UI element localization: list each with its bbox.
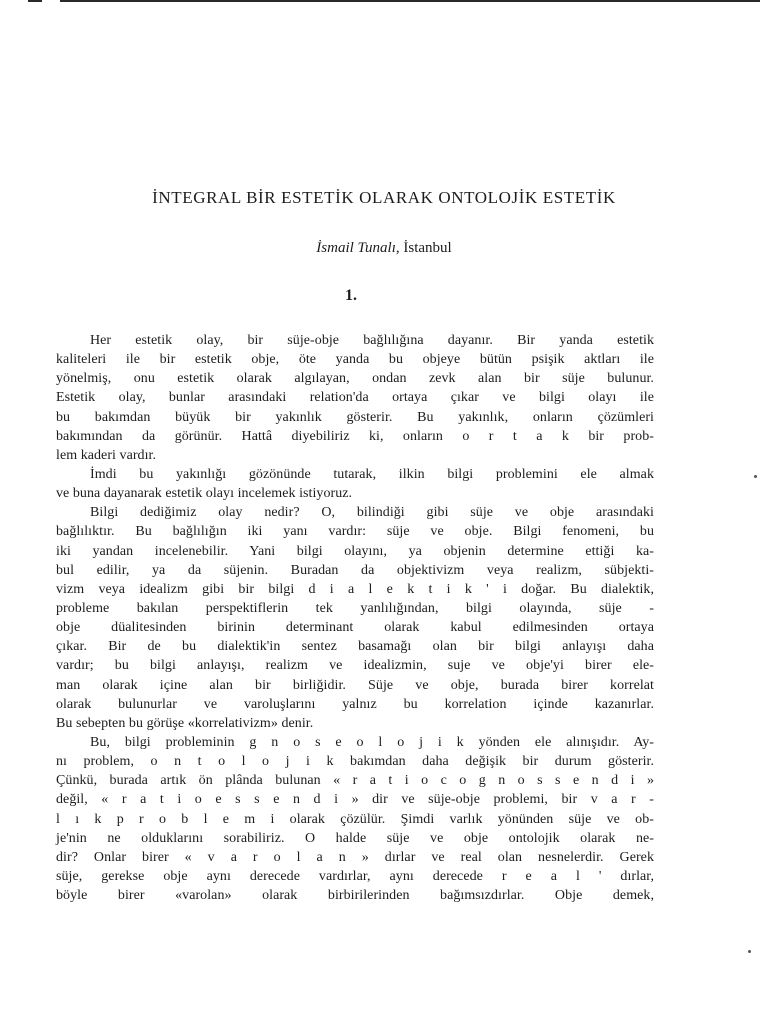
text-line: Çünkü, burada artık ön plânda bulunan « r a t i o c o g n o s s e n d i » bbox=[56, 773, 654, 789]
text-line: l ı k p r o b l e m i olarak çözülür. Şimdi varlık yönünden süje ve ob- bbox=[56, 811, 654, 827]
text-line: Estetik olay, bunlar arasındaki relation'da ortaya çıkar ve bilgi olayı ile bbox=[56, 390, 654, 406]
text-line: böyle birer «varolan» olarak birbirilerinden bağımsızdırlar. Obje demek, bbox=[56, 888, 654, 904]
section-number: 1. bbox=[345, 287, 357, 304]
text-line: yönelmiş, onu estetik olarak algılayan, ondan zevk alan bir süje bulunur. bbox=[56, 371, 654, 387]
author-line bbox=[0, 240, 768, 257]
text-line: probleme bakılan perspektiflerin tek yanlılığından, bilgi olayında, süje - bbox=[56, 600, 654, 616]
text-line: iki yandan incelenebilir. Yani bilgi olayını, ya objenin determine ettiği ka- bbox=[56, 543, 654, 559]
text-line: ve buna dayanarak estetik olayı incelemek istiyoruz. bbox=[56, 486, 353, 502]
text-line: değil, « r a t i o e s s e n d i » dir ve süje-obje problemi, bir v a r - bbox=[56, 792, 654, 808]
scan-edge-mark bbox=[28, 0, 42, 2]
article-body bbox=[56, 331, 654, 905]
text-line: bakımından da görünür. Hattâ diyebiliriz ki, onların o r t a k bir prob- bbox=[56, 428, 654, 444]
text-line: dir? Onlar birer « v a r o l a n » dırlar ve real olan nesnelerdir. Gerek bbox=[56, 849, 654, 865]
text-line: man olarak içine alan bir birliğidir. Süje ve obje, burada birer korrelat bbox=[56, 677, 654, 693]
text-line: Bu, bilgi probleminin g n o s e o l o j i k yönden ele alınışıdır. Ay- bbox=[90, 734, 654, 750]
text-line: olarak bulunurlar ve varoluşlarını yalnız bu korrelation içinde kazanırlar. bbox=[56, 696, 654, 712]
text-line: kaliteleri ile bir estetik obje, öte yanda bu objeye bütün psişik aktları ile bbox=[56, 352, 654, 368]
text-line: lem kaderi vardır. bbox=[56, 447, 157, 463]
text-line: je'nin ne olduklarını sorabiliriz. O halde süje ve obje ontolojik olarak ne- bbox=[56, 830, 654, 846]
author-name: İsmail Tunalı, bbox=[316, 240, 400, 256]
page-top-rule bbox=[60, 0, 760, 6]
text-line: bul edilir, ya da süjenin. Buradan da objektivizm veya realizm, sübjekti- bbox=[56, 562, 654, 578]
text-line: bağlılıktır. Bu bağlılığın iki yanı vardır: süje ve obje. Bilgi fenomeni, bu bbox=[56, 524, 654, 540]
text-line: vardır; bu bilgi anlayışı, realizm ve idealizmin, suje ve obje'yi birer ele- bbox=[56, 658, 654, 674]
text-line: nı problem, o n t o l o j i k bakımdan daha değişik bir durum gösterir. bbox=[56, 754, 654, 770]
text-line: Her estetik olay, bir süje-obje bağlılığına dayanır. Bir yanda estetik bbox=[90, 333, 654, 348]
author-city: İstanbul bbox=[403, 240, 452, 256]
scan-speck bbox=[754, 475, 757, 478]
scan-speck bbox=[748, 950, 751, 953]
text-line: obje düalitesinden birinin determinant olarak kabul edilmesinden ortaya bbox=[56, 620, 654, 636]
text-line: İmdi bu yakınlığı gözönünde tutarak, ilkin bilgi problemini ele almak bbox=[90, 466, 654, 482]
article-title: İNTEGRAL BİR ESTETİK OLARAK ONTOLOJİK ESTETİK bbox=[152, 188, 616, 207]
text-line: bu bakımdan büyük bir yakınlık gösterir. Bu yakınlık, onların çözümleri bbox=[56, 409, 654, 425]
text-line: süje, gerekse obje aynı derecede vardırlar, aynı derecede r e a l ' dırlar, bbox=[56, 868, 654, 884]
text-line: Bu sebepten bu görüşe «korrelativizm» denir. bbox=[56, 715, 314, 731]
text-line: Bilgi dediğimiz olay nedir? O, bilindiği gibi süje ve obje arasındaki bbox=[90, 505, 654, 521]
text-line: vizm veya idealizm gibi bir bilgi d i a l e k t i k ' i doğar. Bu dialektik, bbox=[56, 581, 654, 597]
text-line: çıkar. Bir de bu dialektik'in sentez basamağı olan bir bilgi anlayışı daha bbox=[56, 639, 654, 655]
